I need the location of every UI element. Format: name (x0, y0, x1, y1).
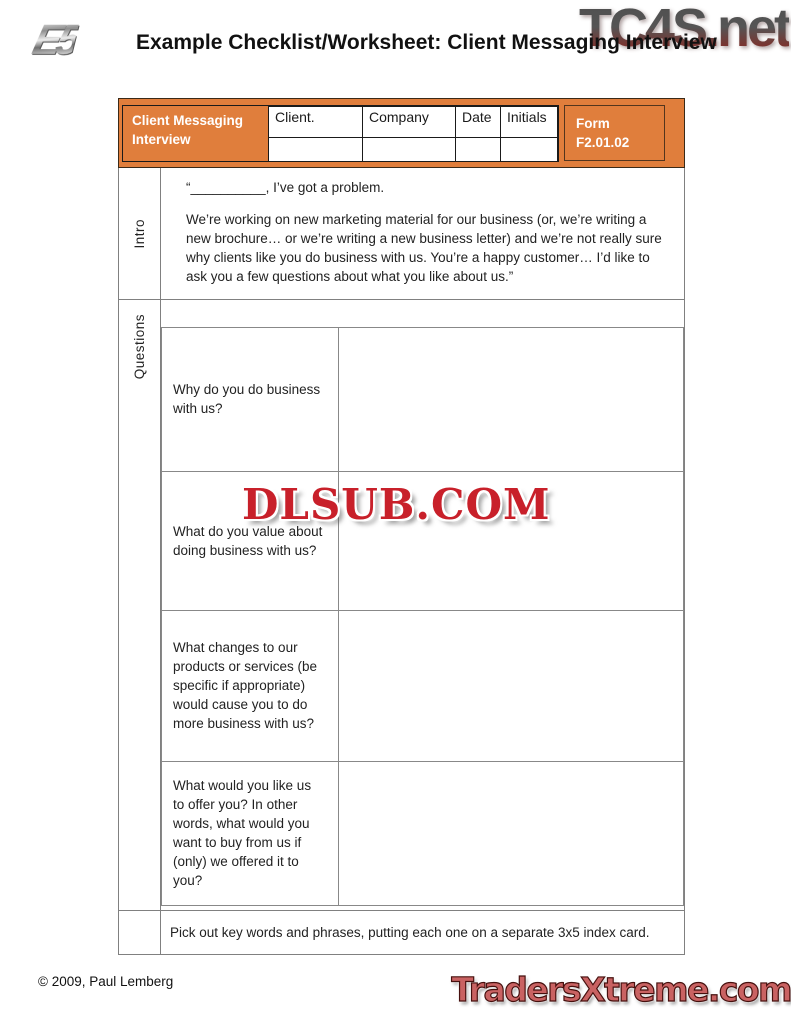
form-header-fields-box (122, 105, 559, 162)
answer-cell-3 (339, 610, 684, 761)
intro-paragraph-1: “__________, I’ve got a problem. (186, 180, 385, 195)
intro-label: Intro (132, 218, 147, 249)
question-cell-1: Why do you do business with us? (162, 327, 339, 471)
intro-row (119, 168, 684, 300)
question-row-3 (162, 610, 684, 761)
question-row-4 (162, 761, 684, 905)
question-cell-4: What would you like us to offer you? In other words, what would you want to buy from us if (only) we offered it to you? (162, 761, 339, 905)
field-blank-initials (501, 138, 558, 162)
form-code-box (564, 105, 665, 161)
page-title: Example Checklist/Worksheet: Client Messaging Interview (136, 31, 717, 54)
form-header-band (118, 98, 685, 168)
header-fields-table (268, 106, 558, 162)
field-blank-company (363, 138, 456, 162)
intro-paragraph-2: We’re working on new marketing material for our business (or, we’re writing a new brochure… or we’re writing a new business letter) and we’re not really sure why clients like you do business with us. You’re a happy customer… I’d like to ask you a few questions about what you like about us.” (186, 212, 662, 284)
form-title-label: Client Messaging Interview (132, 113, 244, 147)
instruction-row (119, 911, 684, 954)
questions-label: Questions (132, 313, 147, 380)
question-cell-2: What do you value about doing business with us? (162, 471, 339, 610)
field-blank-client (269, 138, 363, 162)
questions-row-label-cell (119, 300, 161, 910)
questions-content-cell (161, 300, 684, 910)
answer-cell-1 (339, 327, 684, 471)
field-blank-date (456, 138, 501, 162)
copyright-text: © 2009, Paul Lemberg (38, 974, 174, 989)
worksheet-grid (118, 168, 685, 955)
intro-row-label-cell (119, 168, 161, 299)
instruction-text: Pick out key words and phrases, putting each one on a separate 3x5 index card. (170, 925, 650, 941)
questions-table (161, 327, 684, 906)
instruction-row-label-cell (119, 911, 161, 954)
questions-row (119, 300, 684, 911)
form-code-line1: Form (576, 116, 610, 131)
watermark-dlsub: DLSUB.COM (242, 480, 551, 529)
form-code-line2: F2.01.02 (576, 135, 630, 150)
answer-cell-4 (339, 761, 684, 905)
question-cell-3: What changes to our products or services (be specific if appropriate) would cause you to do more business with us? (162, 610, 339, 761)
field-header-date: Date (456, 107, 501, 138)
watermark-tradersxtreme: TradersXtreme.com (451, 970, 791, 1009)
question-row-1 (162, 327, 684, 471)
watermark-tc4s: TC4S.net (579, 0, 789, 59)
field-header-company: Company (363, 107, 456, 138)
e5-logo (28, 16, 81, 64)
field-header-initials: Initials (501, 107, 558, 138)
e5-logo-text: E5 (28, 16, 82, 63)
intro-text-cell (161, 168, 684, 299)
field-header-client: Client. (269, 107, 363, 138)
